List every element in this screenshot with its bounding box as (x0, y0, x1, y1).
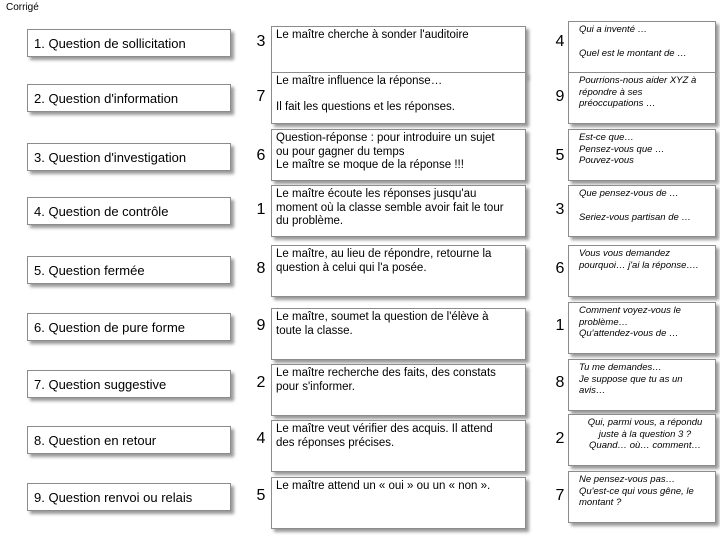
definition-box-1 (271, 26, 526, 78)
example-line: Comment voyez-vous le (579, 305, 681, 316)
example-line: problème… (579, 316, 629, 328)
example-box-2 (568, 72, 716, 124)
question-type-8: 8. Question en retour (27, 426, 231, 454)
page-title: Corrigé (6, 2, 39, 13)
definition-number-7: 2 (256, 374, 266, 391)
example-line: préoccupations … (579, 98, 656, 109)
definition-box-5 (271, 245, 526, 297)
example-number-2: 9 (555, 88, 565, 105)
definition-line: moment où la classe semble avoir fait le tour (276, 201, 504, 214)
example-line: pourquoi… j'ai la réponse…. (579, 259, 699, 271)
example-line: Pourrions-nous aider XYZ à (579, 75, 697, 86)
question-type-3: 3. Question d'investigation (27, 143, 231, 171)
question-type-5: 5. Question fermée (27, 256, 231, 284)
example-box-3 (568, 129, 716, 181)
example-number-6: 1 (555, 317, 565, 334)
definition-number-9: 5 (256, 487, 266, 504)
definition-box-3 (271, 129, 526, 181)
definition-line: Le maître, au lieu de répondre, retourne la (276, 248, 492, 260)
example-line: Tu me demandes… (579, 362, 662, 373)
example-line: Qui, parmi vous, a répondu (587, 417, 703, 428)
example-number-3: 5 (555, 147, 565, 164)
definition-line: Le maître cherche à sonder l'auditoire (276, 29, 469, 41)
definition-line: du problème. (276, 215, 344, 227)
question-type-9: 9. Question renvoi ou relais (27, 483, 231, 511)
definition-line: Le maître recherche des faits, des constats (276, 367, 496, 379)
definition-line: Le maître, soumet la question de l'élève à (276, 311, 489, 323)
example-number-1: 4 (555, 33, 565, 50)
example-number-7: 8 (555, 374, 565, 391)
definition-number-8: 4 (256, 430, 266, 447)
example-line: Que pensez-vous de … (579, 188, 679, 199)
example-line: Est-ce que… (579, 132, 634, 143)
example-line: Seriez-vous partisan de … (579, 211, 691, 223)
definition-box-8 (271, 420, 526, 472)
definition-line: question à celui qui l'a posée. (276, 261, 427, 274)
question-type-2: 2. Question d'information (27, 84, 231, 112)
example-box-7 (568, 359, 716, 411)
definition-number-4: 1 (256, 201, 266, 218)
definition-line: Il fait les questions et les réponses. (276, 100, 455, 113)
definition-line: Le maître écoute les réponses jusqu'au (276, 188, 477, 200)
example-box-9 (568, 471, 716, 523)
definition-line: pour s'informer. (276, 380, 355, 393)
definition-box-4 (271, 185, 526, 237)
definition-number-1: 3 (256, 33, 266, 50)
example-box-8 (568, 414, 716, 466)
definition-number-5: 8 (256, 260, 266, 277)
example-box-4 (568, 185, 716, 237)
example-number-8: 2 (555, 430, 565, 447)
example-line: Pensez-vous que … (579, 143, 665, 155)
example-line: Ne pensez-vous pas… (579, 474, 676, 485)
example-number-9: 7 (555, 487, 565, 504)
question-type-4: 4. Question de contrôle (27, 197, 231, 225)
definition-box-7 (271, 364, 526, 416)
definition-line: toute la classe. (276, 324, 353, 337)
example-box-1 (568, 21, 716, 73)
definition-line: Le maître attend un « oui » ou un « non ». (276, 480, 491, 492)
definition-box-6 (271, 308, 526, 360)
example-line: répondre à ses (579, 86, 643, 98)
definition-line: Le maître se moque de la réponse !!! (276, 159, 464, 171)
example-line: Quel est le montant de … (579, 47, 687, 59)
example-line: Pouvez-vous (579, 155, 634, 166)
definition-number-3: 6 (256, 147, 266, 164)
definition-line: Question-réponse : pour introduire un sujet (276, 132, 495, 144)
example-number-4: 3 (555, 201, 565, 218)
example-line: Qu'attendez-vous de … (579, 328, 679, 339)
example-line: Je suppose que tu as un (579, 373, 683, 385)
definition-box-9 (271, 477, 526, 529)
example-number-5: 6 (555, 260, 565, 277)
example-line: Quand… où… comment… (589, 440, 701, 451)
example-box-6 (568, 302, 716, 354)
definition-line: Le maître veut vérifier des acquis. Il attend (276, 423, 493, 435)
example-line: Qui a inventé … (579, 24, 648, 35)
question-type-6: 6. Question de pure forme (27, 313, 231, 341)
definition-box-2 (271, 72, 526, 124)
definition-number-2: 7 (256, 88, 266, 105)
example-line: Vous vous demandez (579, 248, 671, 259)
example-line: avis… (579, 385, 606, 396)
example-box-5 (568, 245, 716, 297)
question-type-1: 1. Question de sollicitation (27, 29, 231, 57)
example-line: Qu'est-ce qui vous gêne, le (579, 485, 694, 497)
definition-line: ou pour gagner du temps (276, 145, 405, 158)
definition-number-6: 9 (256, 317, 266, 334)
example-line: juste à la question 3 ? (598, 428, 692, 440)
example-line: montant ? (579, 497, 622, 508)
definition-line: Le maître influence la réponse… (276, 75, 443, 87)
definition-line: des réponses précises. (276, 436, 395, 449)
question-type-7: 7. Question suggestive (27, 370, 231, 398)
